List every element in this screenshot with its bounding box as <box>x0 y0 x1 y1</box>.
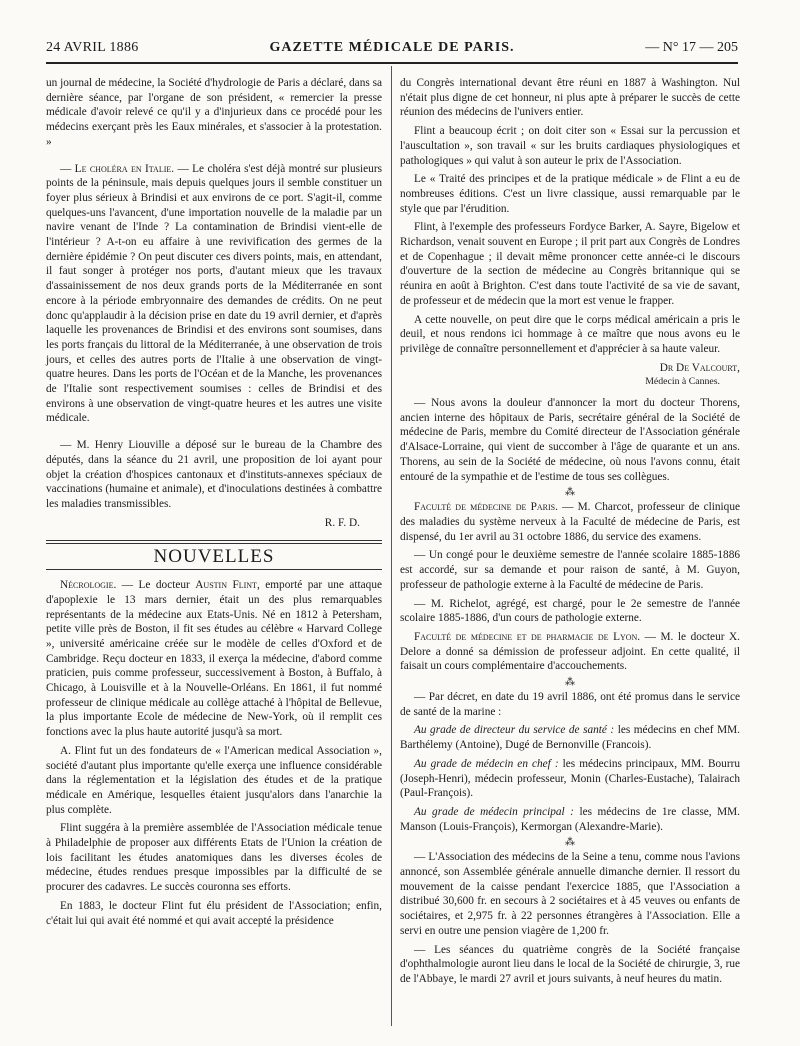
decree-paragraph: — Par décret, en date du 19 avril 1886, ont été promus dans le service de santé de la marine : <box>400 691 740 718</box>
ophthalmology-paragraph: — Les séances du quatrième congrès de la Société française d'ophthalmologie auront lieu dans le local de la Société de chirurgie, 3, rue de l'Abbaye, le mardi 27 avril et jours suivants, à neuf heures du matin. <box>400 943 740 985</box>
thorens-paragraph: — Nous avons la douleur d'annoncer la mort du docteur Thorens, ancien interne des hôpitaux de Paris, secrétaire général de la Société de médecine de Paris, membre du Comité directeur de l'Association générale d'Alsace-Lorraine, qui vient de succomber à l'âge de quarante et un ans. Thorens, au sein de la Société de médecine, où nous l'avons connu, était entouré de la sympathie et de l'estime de tous ses collègues. <box>400 397 740 483</box>
cholera-paragraph <box>46 162 382 427</box>
cholera-text: — Le choléra s'est déjà montré sur plusieurs points de la péninsule, mais depuis quelques jours il semble constituer un foyer plus sérieux à Brindisi et aux environs de ce port. S'agit-il, comme quelques-uns l'avancent, d'une importation nouvelle de la maladie par un navire venant de l'Inde ? La contamination de Brindisi vient-elle de l'intérieur ? A-t-on eu affaire à une revivification des germes de la dernière épidémie ? On peut discuter ces divers points, mais, en attendant, il faut songer à protéger nos ports, d'autant mieux que les travaux d'assainissement de nos deux grands ports de la Méditerranée en sont encore à la période embryonnaire des demandes de crédits. On ne peut donc qu'applaudir à la décision prise en date du 19 avril dernier, et d'après laquelle les provenances de Brindisi et des environs sont soumises, dans les ports français du littoral de la Méditerranée, à une observation de trois jours, et celles des autres ports de l'Italie à une observation de vingt-quatre heures. Dans les ports de l'Océan et de la Manche, les provenances de l'Italie sont respectivement soumises : celles de Brindisi et des environs à une observation de vingt-quatre heures et les autres une visite médicale. <box>46 162 382 425</box>
seine-association-paragraph: — L'Association des médecins de la Seine a tenu, comme nous l'avions annoncé, son Assemblée générale annuelle dimanche dernier. Il ressort du mouvement de la caisse pendant l'exercice 1885, que l'Association a distribué 30,600 fr. en secours à 2 sociétaires et à 45 veuves ou enfants de sociétaires, et 2,975 fr. à 22 personnes étrangères à l'Association. Elle a servi en outre une pension viagère de 1,200 fr. <box>400 851 740 937</box>
journal-title: GAZETTE MÉDICALE DE PARIS. <box>269 40 515 55</box>
necrology-heading: Nécrologie. <box>60 579 117 592</box>
left-column <box>46 76 382 932</box>
faculty-lyon-paragraph: Faculté de médecine et de pharmacie de Lyon. — M. le docteur X. Delore a donné sa démission de professeur adjoint. En cette qualité, il faisait un cours complémentaire d'accouchements. <box>400 630 741 673</box>
tribute-paragraph: A cette nouvelle, on peut dire que le corps médical américain a pris le deuil, et nous rendons ici hommage à ce maître que nous avons eu le privilège de connaître personnellement et d'apprécier à sa haute valeur. <box>400 313 740 355</box>
necrology-text: , emporté par une attaque d'apoplexie le 13 mars dernier, était un des plus remarquables représentants de la médecine aux Etats-Unis. Né en 1812 à Petersham, petite ville près de Boston, il fit ses études au célèbre « Harvard College », université américaine créée sur le modèle de celles d'Oxford et de Cambridge. Reçu docteur en 1833, il exerça la médecine, d'abord comme praticien, puis comme professeur, successivement à Boston, à Buffalo, à Chicago, à Louisville et à la Nouvelle-Orléans. En 1861, il fut nommé professeur de clinique médicale au collège attaché à l'hôpital de Bellevue, la plus importante Ecole de médecine de New-York, où il remplit ces fonctions avec la plus haute autorité jusqu'à sa mort. <box>46 579 382 739</box>
writings-paragraph: Flint a beaucoup écrit ; on doit citer son « Essai sur la percussion et l'auscultation », son travail « sur les bruits cardiaques physiologiques et pathologiques » qui valut à son auteur le prix de l'Association. <box>400 125 740 167</box>
congress-paragraph: du Congrès international devant être réuni en 1887 à Washington. Nul n'était plus digne de cet honneur, ni plus apte à préparer le succès de cette réunion des médecins de l'univers entier. <box>400 77 740 119</box>
grade-principal-paragraph: Au grade de médecin principal : les médecins de 1re classe, MM. Manson (Louis-François), Kermorgan (Alexandre-Marie). <box>400 805 740 833</box>
cholera-heading: — Le choléra en Italie. <box>60 162 175 175</box>
issue-date: 24 AVRIL 1886 <box>46 40 139 55</box>
section-rule-bottom <box>46 569 382 570</box>
presidency-paragraph: En 1883, le docteur Flint fut élu président de l'Association; enfin, c'était lui qui avait été nommé et qui avait accepté la présidence <box>46 899 382 927</box>
faculty-lyon-heading: Faculté de médecine et de pharmacie de Lyon. <box>414 630 641 643</box>
richelot-paragraph: — M. Richelot, agrégé, est chargé, pour le 2e semestre de l'année scolaire 1885-1886, d'un cours de pathologie externe. <box>400 597 740 625</box>
europe-paragraph: Flint, à l'exemple des professeurs Fordyce Barker, A. Sayre, Bigelow et Richardson, venait souvent en Europe ; il prit part aux Congrès de Londres et de Copenhague ; il devait même prononcer cette année-ci le discours d'ouverture de la section de médecine au Congrès britannique qui se réunira en août à Brighton. C'est dans toute l'activité de sa vie de savant, de professeur et de médecin que la mort est venue le frapper. <box>400 221 740 307</box>
separator-stars: ⁂ <box>565 487 575 499</box>
guyon-paragraph: — Un congé pour le deuxième semestre de l'année scolaire 1885-1886 est accordé, sur sa demande et pour raison de santé, à M. Guyon, professeur de pathologie externe à la Faculté de médecine de Paris. <box>400 549 740 591</box>
association-paragraph: A. Flint fut un des fondateurs de « l'American medical Association », société d'autant plus importante qu'elle exerça une influence considérable dans la réglementation et la législation des études et de la pratique médicale en Amérique, lesquelles étaient jusqu'alors dans l'anarchie la plus complète. <box>46 744 382 816</box>
faculty-paris-heading: Faculté de médecine de Paris. <box>414 501 558 514</box>
hydrology-paragraph: un journal de médecine, la Société d'hydrologie de Paris a déclaré, dans sa dernière séance, par l'organe de son président, « remercier la presse médicale d'avoir relevé ce qu'il y a d'injurieux dans ce procédé pour les médecins exerçant près les Eaux minérales, et s'associer à la protestation. » <box>46 77 382 148</box>
treatise-paragraph: Le « Traité des principes et de la pratique médicale » de Flint a eu de nombreuses éditions. C'est un livre classique, aussi remarquable par le style que par l'érudition. <box>400 173 740 215</box>
header-rule <box>46 62 738 64</box>
right-column <box>400 76 740 991</box>
signature-name: Dr De Valcourt, <box>659 361 740 374</box>
grade-director-paragraph: Au grade de directeur du service de santé : les médecins en chef MM. Barthélemy (Antoine), Dugé de Bernonville (Francois). <box>400 724 740 752</box>
issue-page-number: — N° 17 — 205 <box>645 40 738 55</box>
section-rule <box>46 540 382 544</box>
page-header <box>46 40 738 62</box>
separator-stars-3: ⁂ <box>565 837 575 849</box>
liouville-paragraph: — M. Henry Liouville a déposé sur le bureau de la Chambre des députés, dans la séance du 21 avril, une proposition de loi ayant pour objet la création d'hospices cantonaux et d'instituts-annexes spéciaux de vaccinations (humaine et animale), et d'inoculations destinées à combattre les maladies transmissibles. <box>46 439 382 510</box>
necrology-name: Austin Flint <box>195 579 257 592</box>
philadelphia-paragraph: Flint suggéra à la première assemblée de l'Association médicale tenue à Philadelphie de proposer aux différents Etats de l'Union la création de lois facilitant les études anatomiques dans les diverses écoles de médecine, études rendues presque impossibles par la difficulté de se procurer des cadavres. Le succès couronna ses efforts. <box>46 822 382 894</box>
grade-chief-paragraph: Au grade de médecin en chef : les médecins principaux, MM. Bourru (Joseph-Henri), médecin professeur, Monin (Charles-Eustache), Talairach (Paul-François). <box>400 757 741 800</box>
column-divider <box>391 66 392 1026</box>
tribute-signature <box>400 361 740 390</box>
signature-place: Médecin à Cannes. <box>645 376 720 388</box>
section-title-nouvelles: NOUVELLES <box>153 546 275 568</box>
paragraph-signature: R. F. D. <box>324 516 360 529</box>
necrology-paragraph: Nécrologie. — Le docteur Austin Flint, emporté par une attaque d'apoplexie le 13 mars dernier, était un des plus remarquables représentants de la médecine aux Etats-Unis. Né en 1812 à Petersham, petite ville près de Boston, il fit ses études au célèbre « Harvard College », université américaine créée sur le modèle de celles d'Oxford et de Cambridge. Reçu docteur en 1833, il exerça la médecine, d'abord comme praticien, puis comme professeur, successivement à Boston, à Buffalo, à Chicago, à Louisville et à la Nouvelle-Orléans. En 1861, il fut nommé professeur de clinique médicale au collège attaché à l'hôpital de Bellevue, la plus importante Ecole de médecine de New-York, où il remplit ces fonctions avec la plus haute autorité jusqu'à sa mort. <box>46 579 382 739</box>
separator-stars-2: ⁂ <box>565 677 575 689</box>
faculty-paris-paragraph: Faculté de médecine de Paris. — M. Charcot, professeur de clinique des maladies du système nerveux à la Faculté de médecine de Paris, est dispensé, du 1er avril au 31 octobre 1886, du service des examens. <box>400 501 740 543</box>
